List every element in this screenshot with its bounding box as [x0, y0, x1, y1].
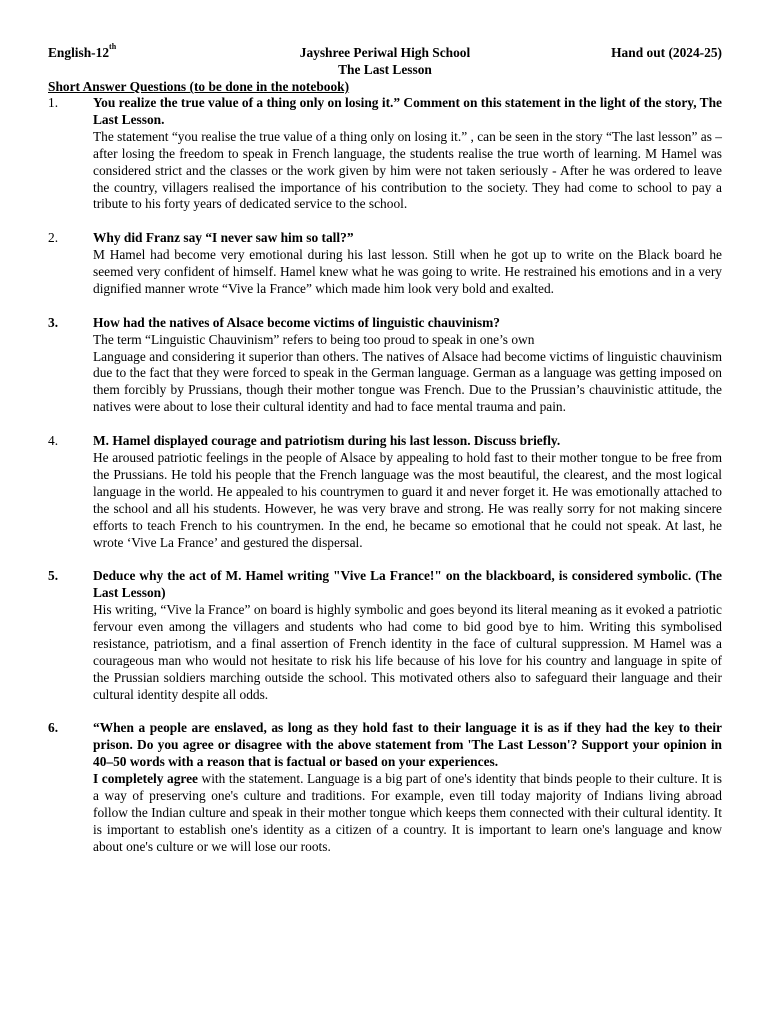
question-item-6	[48, 720, 722, 855]
answer-text: His writing, “Vive la France” on board is highly symbolic and goes beyond its literal meaning as it evoked a patriotic fervour even among the villagers and students who had come to bid good bye to him. Writing this symbolised resistance, patriotism, and a final assertion of French identity in the face of cultural suppression. M Hamel was a courageous man who would not hesitate to risk his life because of his love for his country and language in spite of the Prussian soldiers marching outside the school. This motivated others also to safeguard their language and their cultural identity despite all odds.	[93, 602, 722, 702]
question-text: M. Hamel displayed courage and patriotism during his last lesson. Discuss briefly.	[93, 433, 561, 449]
question-item-2	[48, 230, 722, 298]
document-header	[48, 44, 722, 61]
question-text: Why did Franz say “I never saw him so tall?”	[93, 230, 354, 246]
section-title: Short Answer Questions (to be done in the notebook)	[48, 79, 350, 94]
answer-emphasis: I completely agree	[93, 771, 198, 787]
question-number: 3.	[48, 314, 59, 330]
question-number: 1.	[48, 95, 59, 110]
question-text: You realize the true value of a thing only on losing it.” Comment on this statement in the light of the story, The Last Lesson.	[93, 95, 722, 127]
answer-text	[93, 771, 722, 856]
chapter-title: The Last Lesson	[338, 62, 432, 77]
question-item-3	[48, 315, 722, 416]
school-name: Jayshree Periwal High School	[299, 45, 471, 60]
answer-text: He aroused patriotic feelings in the people of Alsace by appealing to hold fast to their mother tongue to be free from the Prussians. He told his people that the French language was the most beautiful, the clearest, and the most logical language in the world. He appealed to his countrymen to guard it and never forget it. He was emotionally attached to the school and all his students. However, he was very brave and strong. He was really sorry for not making sincere efforts to teach French to his countrymen. In the end, he became so emotional that he could not speak. At last, he wrote ‘Vive La France’ and gestured the dispersal.	[93, 449, 722, 550]
question-text: “When a people are enslaved, as long as they hold fast to their language it is as if they had the key to their prison. Do you agree or disagree with the above statement from 'The Last Lesson'? Support your opinion in 40–50 words with a reason that is factual or based on your experiences.	[93, 720, 722, 770]
question-number: 2.	[48, 230, 59, 246]
question-text: How had the natives of Alsace become victims of linguistic chauvinism?	[93, 314, 500, 330]
question-number: 5.	[48, 568, 59, 584]
question-item-5	[48, 568, 722, 703]
class-label: English-12th	[48, 42, 117, 60]
answer-text: The statement “you realise the true value of a thing only on losing it.” , can be seen in the story “The last lesson” as – after losing the freedom to speak in French language, the students realise the true worth of learning. M Hamel was considered strict and the classes or the work given by him were not taken seriously - After he was ordered to leave the country, villagers realised the importance of his contribution to the society. They had come to school to pay a tribute to his forty years of dedicated service to the school.	[93, 128, 722, 212]
question-item-4	[48, 433, 722, 551]
answer-text: Language and considering it superior than others. The natives of Alsace had become victims of linguistic chauvinism due to the fact that they were forced to speak in the German language. German as a language was getting imposed on them forcibly by Prussians, though their mother tongue was French. Due to the Prussian’s chauvinistic attitude, the natives were about to lose their cultural identity and had to face mental trauma and pain.	[93, 348, 722, 415]
answer-body: with the statement. Language is a big part of one's identity that binds people to their culture. It is a way of preserving one's culture and traditions. For example, even till today majority of Indians living abroad follow the Indian culture and speak in their mother tongue which keeps them connected with their cultural identity. It is important to establish one's identity as a citizen of a country. It is important to learn one's language and know about one's culture or we will lose our roots.	[93, 771, 722, 854]
handout-page	[48, 44, 722, 856]
question-text: Deduce why the act of M. Hamel writing "Vive La France!" on the blackboard, is considered symbolic. (The Last Lesson)	[93, 568, 722, 601]
question-number: 6.	[48, 720, 59, 736]
answer-text-line1: The term “Linguistic Chauvinism” refers to being too proud to speak in one’s own	[93, 331, 535, 347]
question-item-1	[48, 95, 722, 213]
handout-year: Hand out (2024-25)	[611, 45, 722, 60]
question-number: 4.	[48, 433, 59, 449]
answer-text: M Hamel had become very emotional during his last lesson. Still when he got up to write on the Black board he seemed very confident of himself. Hamel knew what he was going to write. He restrained his emotions and in a very dignified manner wrote “Vive la France” which made him look very bold and exalted.	[93, 247, 722, 296]
